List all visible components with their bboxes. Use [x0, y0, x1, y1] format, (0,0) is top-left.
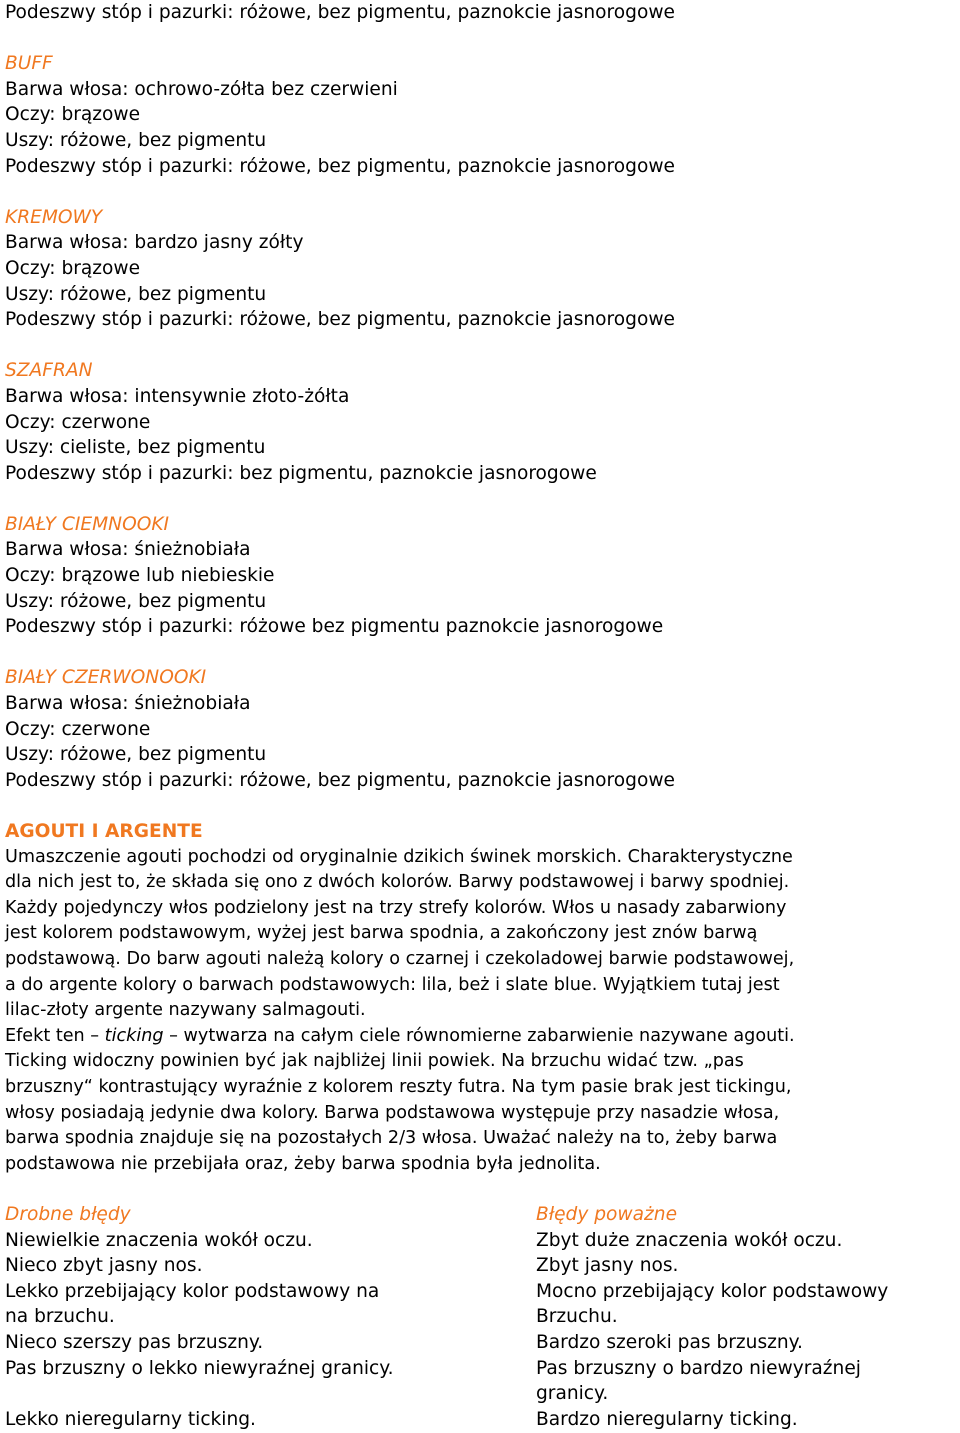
major-faults-column	[536, 1202, 956, 1432]
paragraph-line: a do argente kolory o barwach podstawowych: lila, beż i slate blue. Wyjątkiem tutaj jest	[5, 974, 780, 995]
fault-line: Nieco szerszy pas brzuszny.	[5, 1331, 264, 1353]
paragraph-line: brzuszny“ kontrastujący wyraźnie z kolorem reszty futra. Na tym pasie brak jest tickingu,	[5, 1076, 792, 1097]
section-title: BUFF	[5, 53, 53, 75]
section-line: Oczy: czerwone	[5, 411, 151, 433]
paragraph-line	[5, 1024, 955, 1050]
section-title: BIAŁY CZERWONOOKI	[5, 667, 207, 689]
section-title: AGOUTI I ARGENTE	[5, 821, 203, 842]
fault-line: Brzuchu.	[536, 1306, 618, 1328]
fault-line-blank	[5, 1381, 505, 1407]
section-line: Uszy: cieliste, bez pigmentu	[5, 437, 266, 459]
fault-line: Bardzo nieregularny ticking.	[536, 1408, 798, 1430]
paragraph-line: dla nich jest to, że składa się ono z dwóch kolorów. Barwy podstawowej i barwy spodniej.	[5, 872, 790, 893]
section-title: SZAFRAN	[5, 360, 93, 382]
paragraph-line: Każdy pojedynczy włos podzielony jest na trzy strefy kolorów. Włos u nasady zabarwiony	[5, 897, 787, 918]
paragraph-line: lilac-złoty argente nazywany salmagouti.	[5, 1000, 366, 1021]
minor-faults-column	[5, 1202, 505, 1432]
section-line: Barwa włosa: ochrowo-zółta bez czerwieni	[5, 78, 398, 100]
section-title: KREMOWY	[5, 206, 103, 228]
fault-line: Pas brzuszny o lekko niewyraźnej granicy.	[5, 1357, 394, 1379]
fault-line: Lekko nieregularny ticking.	[5, 1408, 256, 1430]
fault-line: Mocno przebijający kolor podstawowy	[536, 1280, 889, 1302]
section-line: Uszy: różowe, bez pigmentu	[5, 129, 267, 151]
top-line: Podeszwy stóp i pazurki: różowe, bez pigmentu, paznokcie jasnorogowe	[5, 2, 675, 23]
section-line: Uszy: różowe, bez pigmentu	[5, 283, 267, 305]
section-agouti	[5, 819, 955, 1177]
paragraph-line: jest kolorem podstawowym, wyżej jest barwa spodnia, a zakończony jest znów barwą	[5, 923, 758, 944]
section-line: Oczy: czerwone	[5, 718, 151, 740]
section-line: Podeszwy stóp i pazurki: różowe bez pigmentu paznokcie jasnorogowe	[5, 616, 664, 638]
section-line: Barwa włosa: śnieżnobiała	[5, 693, 251, 715]
document-page	[5, 0, 955, 1177]
major-faults-title: Błędy poważne	[536, 1204, 678, 1225]
fault-line: Bardzo szeroki pas brzuszny.	[536, 1331, 803, 1353]
section-line: Oczy: brązowe	[5, 104, 141, 126]
section-buff	[5, 51, 955, 179]
section-line: Barwa włosa: intensywnie złoto-żółta	[5, 385, 350, 407]
paragraph-line: włosy posiadają jedynie dwa kolory. Barwa podstawowa występuje przy nasadzie włosa,	[5, 1102, 780, 1123]
section-line: Barwa włosa: bardzo jasny zółty	[5, 232, 304, 254]
minor-faults-title: Drobne błędy	[5, 1204, 131, 1225]
section-line: Podeszwy stóp i pazurki: różowe, bez pigmentu, paznokcie jasnorogowe	[5, 155, 675, 177]
section-line: Podeszwy stóp i pazurki: różowe, bez pigmentu, paznokcie jasnorogowe	[5, 309, 675, 331]
paragraph-line: barwa spodnia znajduje się na pozostałych 2/3 włosa. Uważać należy na to, żeby barwa	[5, 1128, 778, 1149]
section-line: Podeszwy stóp i pazurki: różowe, bez pigmentu, paznokcie jasnorogowe	[5, 769, 675, 791]
section-kremowy	[5, 205, 955, 333]
fault-line: Lekko przebijający kolor podstawowy na	[5, 1280, 380, 1302]
paragraph-line: podstawową. Do barw agouti należą kolory o czarnej i czekoladowej barwie podstawowej,	[5, 948, 795, 969]
section-bialy-ciemnooki	[5, 512, 955, 640]
fault-line: Zbyt duże znaczenia wokół oczu.	[536, 1229, 843, 1251]
fault-line: Nieco zbyt jasny nos.	[5, 1255, 203, 1277]
section-line: Uszy: różowe, bez pigmentu	[5, 590, 267, 612]
section-bialy-czerwonooki	[5, 665, 955, 793]
text-fragment: Efekt ten –	[5, 1025, 105, 1046]
fault-line: granicy.	[536, 1383, 609, 1405]
fault-line: Pas brzuszny o bardzo niewyraźnej	[536, 1357, 861, 1379]
paragraph-line: podstawowa nie przebijała oraz, żeby barwa spodnia była jednolita.	[5, 1153, 601, 1174]
section-szafran	[5, 358, 955, 486]
italic-term: ticking	[104, 1025, 164, 1046]
section-line: Oczy: brązowe	[5, 257, 141, 279]
section-line: Podeszwy stóp i pazurki: bez pigmentu, paznokcie jasnorogowe	[5, 462, 597, 484]
paragraph-line: Umaszczenie agouti pochodzi od oryginalnie dzikich świnek morskich. Charakterystyczne	[5, 846, 793, 867]
fault-line: Zbyt jasny nos.	[536, 1255, 679, 1277]
section-line: Oczy: brązowe lub niebieskie	[5, 565, 275, 587]
text-fragment: – wytwarza na całym ciele równomierne zabarwienie nazywane agouti.	[163, 1025, 795, 1046]
fault-line: Niewielkie znaczenia wokół oczu.	[5, 1229, 313, 1251]
section-line: Barwa włosa: śnieżnobiała	[5, 539, 251, 561]
paragraph-line: Ticking widoczny powinien być jak najbliżej linii powiek. Na brzuchu widać tzw. „pas	[5, 1051, 744, 1072]
section-title: BIAŁY CIEMNOOKI	[5, 513, 170, 535]
section-line: Uszy: różowe, bez pigmentu	[5, 744, 267, 766]
fault-line: na brzuchu.	[5, 1306, 115, 1328]
